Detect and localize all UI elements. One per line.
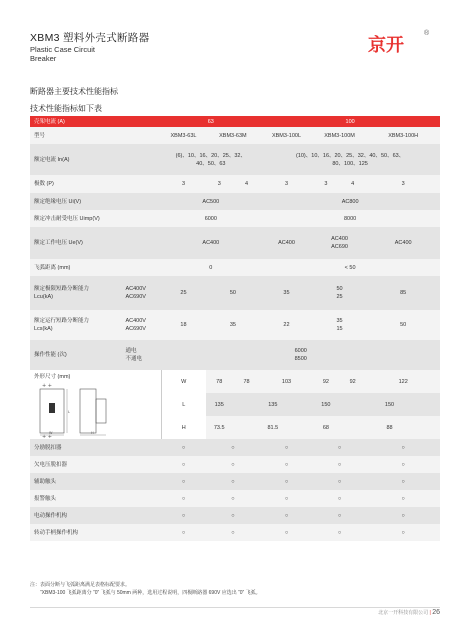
accessory-label: 分励脱扣器 [30, 439, 161, 456]
row-insulation-voltage [30, 193, 440, 210]
working-voltage-100m [313, 227, 367, 259]
icu-label [30, 276, 121, 310]
dim-l-cell: 150 [313, 393, 339, 416]
row-dim-w [30, 370, 440, 393]
dim-w-cell: 122 [366, 370, 440, 393]
icu-100h: 85 [366, 276, 440, 310]
ics-cell: 18 [161, 310, 205, 340]
dim-w-key: W [161, 370, 205, 393]
row-accessory [30, 524, 440, 541]
model-cell: XBM3-63L [161, 127, 205, 144]
dimension-label: 外形尺寸 (mm) [34, 374, 71, 380]
dim-h-cell: 81.5 [233, 416, 313, 439]
row-accessory [30, 507, 440, 524]
footnotes [30, 581, 261, 597]
dimension-cell [30, 370, 153, 439]
row-accessory [30, 490, 440, 507]
model-cell: XBM3-63M [206, 127, 261, 144]
poles-cell: 3 [161, 175, 205, 193]
arc-distance-63: 0 [161, 259, 260, 276]
accessory-cell: ○ [260, 439, 313, 456]
model-cell: XBM3-100H [366, 127, 440, 144]
accessory-cell: ○ [366, 439, 440, 456]
row-arc-distance [30, 259, 440, 276]
accessory-cell: ○ [206, 456, 261, 473]
icu-label-line1: 额定极限短路分断能力 [34, 286, 90, 292]
dim-l-key: L [161, 393, 205, 416]
dim-w-cell: 78 [233, 370, 260, 393]
icu-voltage-line2: AC690V [125, 294, 146, 300]
footer-company: 北京一开科技有限公司 [378, 610, 429, 616]
subsection-title: 技术性能指标如下表 [30, 104, 102, 113]
ics-voltage [121, 310, 161, 340]
brand-logo [368, 33, 418, 55]
drawing-l-label: L [68, 410, 70, 414]
ics-label-line2: Lcs(kA) [34, 326, 53, 332]
page-subtitle-en-2: Breaker [30, 54, 57, 63]
frame-current-100: 100 [260, 116, 440, 127]
poles-label: 极数 (P) [30, 175, 161, 193]
operations-label: 操作性能 (次) [30, 340, 121, 370]
dim-w-cell: 92 [339, 370, 366, 393]
frame-current-63: 63 [161, 116, 260, 127]
icu-100m [313, 276, 367, 310]
accessory-cell: ○ [366, 473, 440, 490]
icu-cell: 25 [161, 276, 205, 310]
accessory-cell: ○ [366, 456, 440, 473]
dimension-box [34, 373, 151, 437]
spec-table [30, 116, 440, 541]
ics-label-line1: 额定运行短路分断能力 [34, 318, 90, 324]
accessory-cell: ○ [161, 507, 205, 524]
dimension-divider [153, 370, 161, 439]
icu-100m-line1: 50 [336, 286, 343, 292]
accessory-cell: ○ [366, 524, 440, 541]
operations-sub-line1: 通电 [125, 348, 137, 354]
insulation-voltage-100: AC800 [260, 193, 440, 210]
accessory-cell: ○ [161, 490, 205, 507]
ics-cell: 22 [260, 310, 313, 340]
working-voltage-100l: AC400 [260, 227, 313, 259]
page-subtitle-en-1: Plastic Case Circuit [30, 45, 96, 54]
working-voltage-label: 额定工作电压 Ue(V) [30, 227, 161, 259]
accessory-cell: ○ [161, 524, 205, 541]
dim-w-cell: 78 [206, 370, 233, 393]
model-cell: XBM3-100M [313, 127, 367, 144]
ics-label [30, 310, 121, 340]
page-number: 26 [432, 609, 440, 616]
working-voltage-100m-line2: AC690 [331, 244, 348, 250]
registered-mark: ® [424, 30, 430, 37]
accessory-cell: ○ [260, 507, 313, 524]
poles-cell: 3 [313, 175, 339, 193]
drawing-w-label: W [49, 431, 53, 435]
icu-cell: 50 [206, 276, 261, 310]
working-voltage-100m-line1: AC400 [331, 236, 348, 242]
poles-cell: 3 [260, 175, 313, 193]
accessory-cell: ○ [366, 490, 440, 507]
svg-text:+ +: + + [42, 434, 52, 439]
accessory-cell: ○ [260, 524, 313, 541]
accessory-cell: ○ [313, 524, 367, 541]
dim-h-cell: 68 [313, 416, 339, 439]
page-title: XBM3 塑料外壳式断路器 [30, 32, 150, 44]
model-cell: XBM3-100L [260, 127, 313, 144]
poles-cell: 3 [206, 175, 233, 193]
dim-h-key: H [161, 416, 205, 439]
accessory-cell: ○ [206, 490, 261, 507]
accessory-cell: ○ [206, 473, 261, 490]
icu-voltage-line1: AC400V [125, 286, 146, 292]
row-working-voltage [30, 227, 440, 259]
accessory-label: 辅助触头 [30, 473, 161, 490]
row-model [30, 127, 440, 144]
dim-l-cell: 135 [233, 393, 313, 416]
rated-current-63: (6)、10、16、20、25、32、40、50、63 [161, 144, 260, 175]
arc-distance-100: < 50 [260, 259, 440, 276]
accessory-cell: ○ [206, 524, 261, 541]
row-rated-current [30, 144, 440, 175]
accessory-cell: ○ [260, 490, 313, 507]
page-footer [378, 609, 440, 616]
operations-sub-line2: 不通电 [125, 356, 142, 362]
icu-voltage [121, 276, 161, 310]
ics-cell: 35 [206, 310, 261, 340]
dim-h-cell: 88 [339, 416, 440, 439]
dim-h-cell: 73.5 [206, 416, 233, 439]
accessory-cell: ○ [313, 439, 367, 456]
accessory-cell: ○ [260, 473, 313, 490]
frame-current-label: 壳架电流 (A) [30, 116, 161, 127]
accessory-cell: ○ [313, 456, 367, 473]
dim-l-cell: 150 [339, 393, 440, 416]
row-accessory [30, 473, 440, 490]
insulation-voltage-63: AC500 [161, 193, 260, 210]
impulse-voltage-label: 额定冲击耐受电压 Uimp(V) [30, 210, 161, 227]
arc-distance-label: 飞弧距离 (mm) [30, 259, 161, 276]
accessory-cell: ○ [161, 473, 205, 490]
accessory-cell: ○ [313, 473, 367, 490]
accessory-cell: ○ [260, 456, 313, 473]
accessory-label: 欠电压脱扣器 [30, 456, 161, 473]
impulse-voltage-100: 8000 [260, 210, 440, 227]
icu-100m-line2: 25 [336, 294, 343, 300]
accessory-cell: ○ [206, 439, 261, 456]
impulse-voltage-63: 6000 [161, 210, 260, 227]
accessory-cell: ○ [206, 507, 261, 524]
accessory-label: 电动操作机构 [30, 507, 161, 524]
footnote-line-1: 注：表面分断与飞弧距离满足表格标配要求。 [30, 582, 131, 588]
icu-label-line2: Lcu(kA) [34, 294, 53, 300]
brand-logo-text: 京开 [368, 35, 404, 55]
row-ics [30, 310, 440, 340]
row-impulse-voltage [30, 210, 440, 227]
rated-current-label: 额定电流 In(A) [30, 144, 161, 175]
accessory-cell: ○ [313, 490, 367, 507]
accessory-label: 报警触头 [30, 490, 161, 507]
accessory-cell: ○ [366, 507, 440, 524]
ics-100m-line1: 35 [336, 318, 343, 324]
ics-100h: 50 [366, 310, 440, 340]
operations-values [161, 340, 440, 370]
ics-100m [313, 310, 367, 340]
svg-text:+ +: + + [42, 383, 52, 389]
accessory-cell: ○ [161, 439, 205, 456]
ics-100m-line2: 15 [336, 326, 343, 332]
ics-voltage-line1: AC400V [125, 318, 146, 324]
operations-sub [121, 340, 161, 370]
dim-w-cell: 92 [313, 370, 339, 393]
accessory-cell: ○ [161, 456, 205, 473]
row-frame-current [30, 116, 440, 127]
poles-cell: 4 [339, 175, 366, 193]
working-voltage-63: AC400 [161, 227, 260, 259]
section-title: 断路器主要技术性能指标 [30, 87, 118, 96]
row-accessory [30, 439, 440, 456]
row-icu [30, 276, 440, 310]
dim-l-cell: 135 [206, 393, 233, 416]
row-poles [30, 175, 440, 193]
model-label: 型号 [30, 127, 161, 144]
poles-cell: 3 [366, 175, 440, 193]
accessory-label: 转动手柄操作机构 [30, 524, 161, 541]
operations-value-1: 6000 [294, 348, 307, 354]
operations-value-2: 8500 [294, 356, 307, 362]
icu-cell: 35 [260, 276, 313, 310]
working-voltage-100h: AC400 [366, 227, 440, 259]
drawing-h-label: H [91, 431, 94, 435]
poles-cell: 4 [233, 175, 260, 193]
row-accessory [30, 456, 440, 473]
accessory-cell: ○ [313, 507, 367, 524]
rated-current-100: (10)、10、16、20、25、32、40、50、63、80、100、125 [260, 144, 440, 175]
footnote-line-2: “XBM3-100 飞弧距离分 “0” 飞弧与 50mm 两种，选用过程说明，四极断路器 690V 应选出 “0” 飞弧。 [40, 590, 261, 596]
footer-separator: | [429, 610, 431, 616]
insulation-voltage-label: 额定绝缘电压 Ui(V) [30, 193, 161, 210]
row-operations [30, 340, 440, 370]
footer-divider [30, 607, 440, 608]
ics-voltage-line2: AC690V [125, 326, 146, 332]
breaker-outline-drawing [34, 383, 144, 439]
dim-w-cell: 103 [260, 370, 313, 393]
